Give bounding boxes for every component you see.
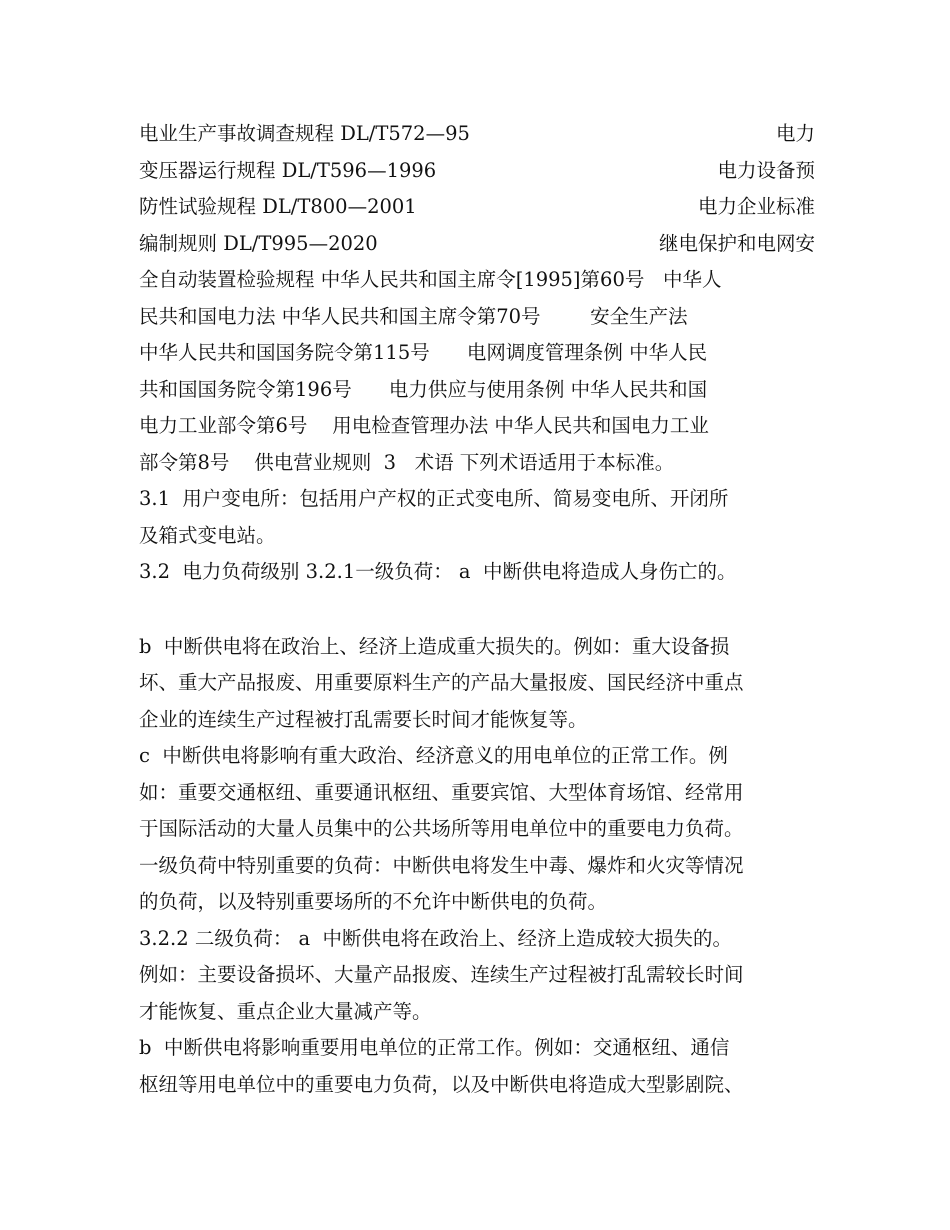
text-line: 如：重要交通枢纽、重要通讯枢纽、重要宾馆、大型体育场馆、经常用 [139,780,744,804]
text-line: 企业的连续生产过程被打乱需要长时间才能恢复等。 [139,707,588,731]
text-line [139,153,815,190]
document-body [139,116,815,1103]
text-line: 中华人民共和国国务院令第115号 电网调度管理条例 中华人民 [139,341,708,364]
line-left-text: 变压器运行规程 DL/T596—1996 [139,158,437,182]
line-right-text: 电力企业标准 [697,195,815,218]
text-line: 坏、重大产品报废、用重要原料生产的产品大量报废、国民经济中重点 [139,671,744,694]
text-line: 的负荷，以及特别重要场所的不允许中断供电的负荷。 [139,890,608,913]
text-line: 一级负荷中特别重要的负荷：中断供电将发生中毒、爆炸和火灾等情况 [139,853,744,877]
line-left-text: 防性试验规程 DL/T800—2001 [139,195,417,218]
line-left-text: 电业生产事故调查规程 DL/T572—95 [139,122,470,145]
text-line: c 中断供电将影响有重大政治、经济意义的用电单位的正常工作。例 [139,744,728,767]
line-right-text: 继电保护和电网安 [658,231,815,255]
text-line: b 中断供电将影响重要用电单位的正常工作。例如：交通枢纽、通信 [139,1036,730,1059]
text-line: 例如：主要设备损坏、大量产品报废、连续生产过程被打乱需较长时间 [139,963,744,986]
text-line: 部令第8号 供电营业规则 3 术语 下列术语适用于本标准。 [139,450,675,474]
text-line: 全自动装置检验规程 中华人民共和国主席令[1995]第60号 中华人 [139,268,722,291]
text-line: 才能恢复、重点企业大量减产等。 [139,999,432,1023]
text-line: b 中断供电将在政治上、经济上造成重大损失的。例如：重大设备损 [139,634,730,658]
line-right-text: 电力 [775,122,815,145]
line-left-text: 编制规则 DL/T995—2020 [139,231,378,255]
text-line: 枢纽等用电单位中的重要电力负荷，以及中断供电将造成大型影剧院、 [139,1072,744,1096]
text-line [139,189,815,226]
text-line: 电力工业部令第6号 用电检查管理办法 中华人民共和国电力工业 [139,414,709,437]
text-line [139,116,815,153]
text-line: 及箱式变电站。 [139,523,276,547]
text-line: 共和国国务院令第196号 电力供应与使用条例 中华人民共和国 [139,377,708,401]
text-line: 民共和国电力法 中华人民共和国主席令第70号 安全生产法 [139,304,688,328]
text-line: 3.1 用户变电所：包括用户产权的正式变电所、简易变电所、开闭所 [139,487,729,510]
text-line: 3.2.2 二级负荷： a 中断供电将在政治上、经济上造成较大损失的。 [139,926,733,950]
text-line: 于国际活动的大量人员集中的公共场所等用电单位中的重要电力负荷。 [139,817,744,840]
line-right-text: 电力设备预 [717,158,815,182]
text-line [139,226,815,263]
blank-line [139,591,815,629]
text-line: 3.2 电力负荷级别 3.2.1一级负荷： a 中断供电将造成人身伤亡的。 [139,560,737,583]
